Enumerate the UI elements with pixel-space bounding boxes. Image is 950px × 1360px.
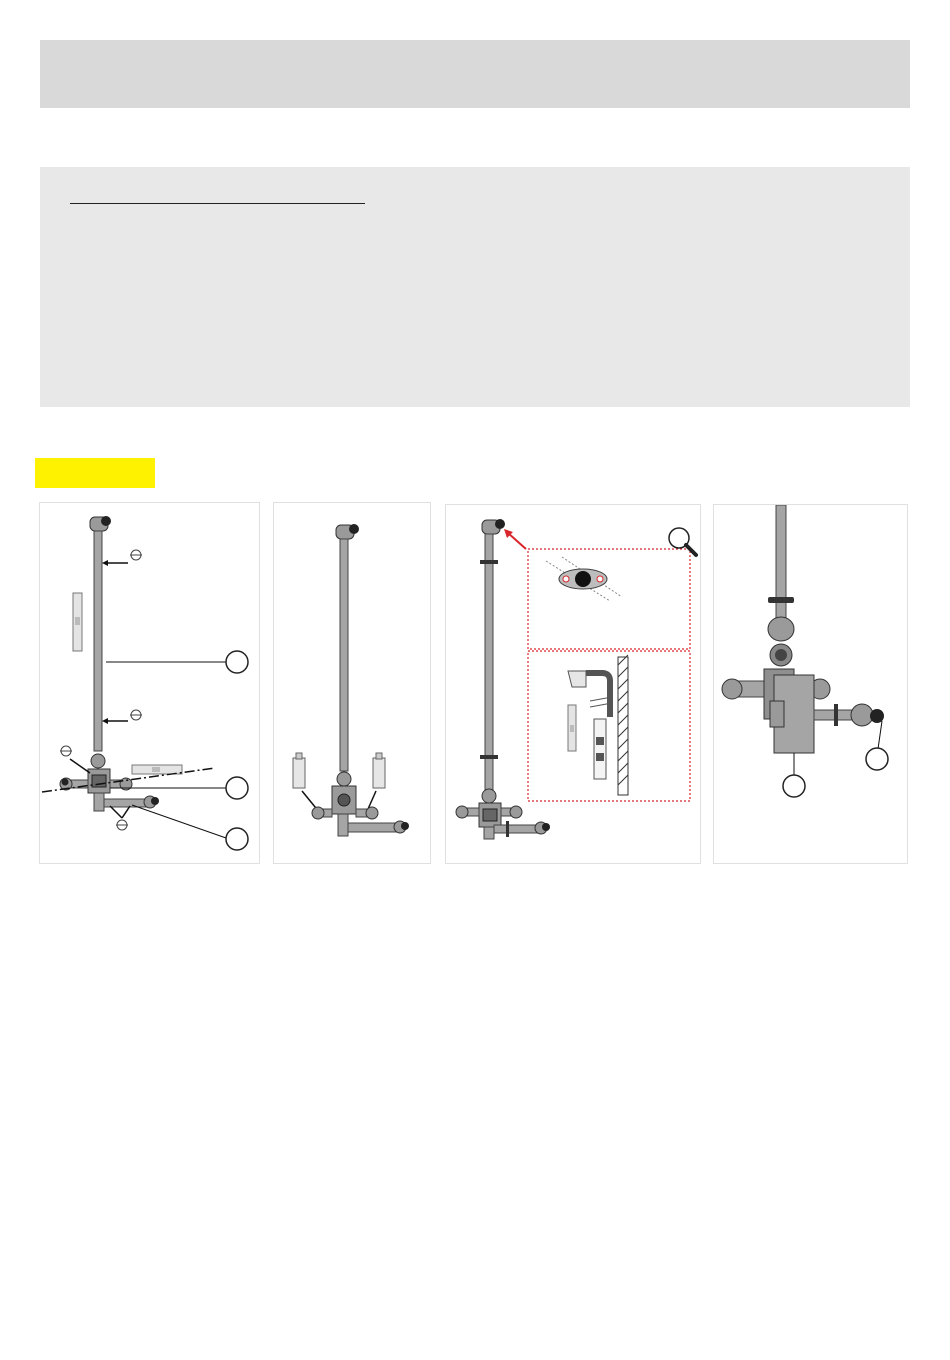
riser-pipe: [94, 531, 102, 751]
callout-circle: [783, 775, 805, 797]
figure-3-illustration: [446, 505, 702, 865]
riser-pipe: [485, 534, 493, 792]
figure-panel-2: [273, 502, 431, 864]
wall-section-detail: [568, 655, 628, 795]
magnifier-icon: [669, 528, 696, 555]
top-elbow: [90, 516, 111, 531]
top-elbow: [336, 524, 359, 539]
figure-panel-1: [39, 502, 260, 864]
spirit-level-icon: [73, 593, 82, 651]
clip-icon: [102, 710, 142, 724]
figure-panel-3: [445, 504, 701, 864]
valve-cartridge: [293, 753, 320, 813]
wall-plate-detail: [546, 557, 622, 601]
header-bar: [40, 40, 910, 108]
spirit-level-icon: [132, 765, 182, 774]
step-highlight: [35, 458, 155, 488]
figure-4-illustration: [714, 505, 909, 865]
callout-circle: [226, 777, 248, 799]
figure-2-illustration: [274, 503, 432, 865]
note-heading-underline: [70, 203, 365, 204]
spirit-level-icon: [568, 705, 576, 751]
valve-body: [456, 789, 550, 839]
callout-circle: [866, 748, 888, 770]
figure-panel-4: [713, 504, 908, 864]
figure-1-illustration: [40, 503, 261, 865]
clip-icon: [110, 806, 130, 830]
valve-body: [722, 617, 884, 753]
riser-pipe: [340, 539, 348, 771]
callout-circle: [226, 651, 248, 673]
valve-cartridge: [368, 753, 385, 809]
detail-frame-top: [528, 549, 690, 649]
callout-circle: [226, 828, 248, 850]
clip-icon: [102, 550, 142, 566]
valve-body: [312, 772, 409, 836]
top-elbow: [482, 519, 505, 534]
clip-icon: [60, 746, 90, 773]
